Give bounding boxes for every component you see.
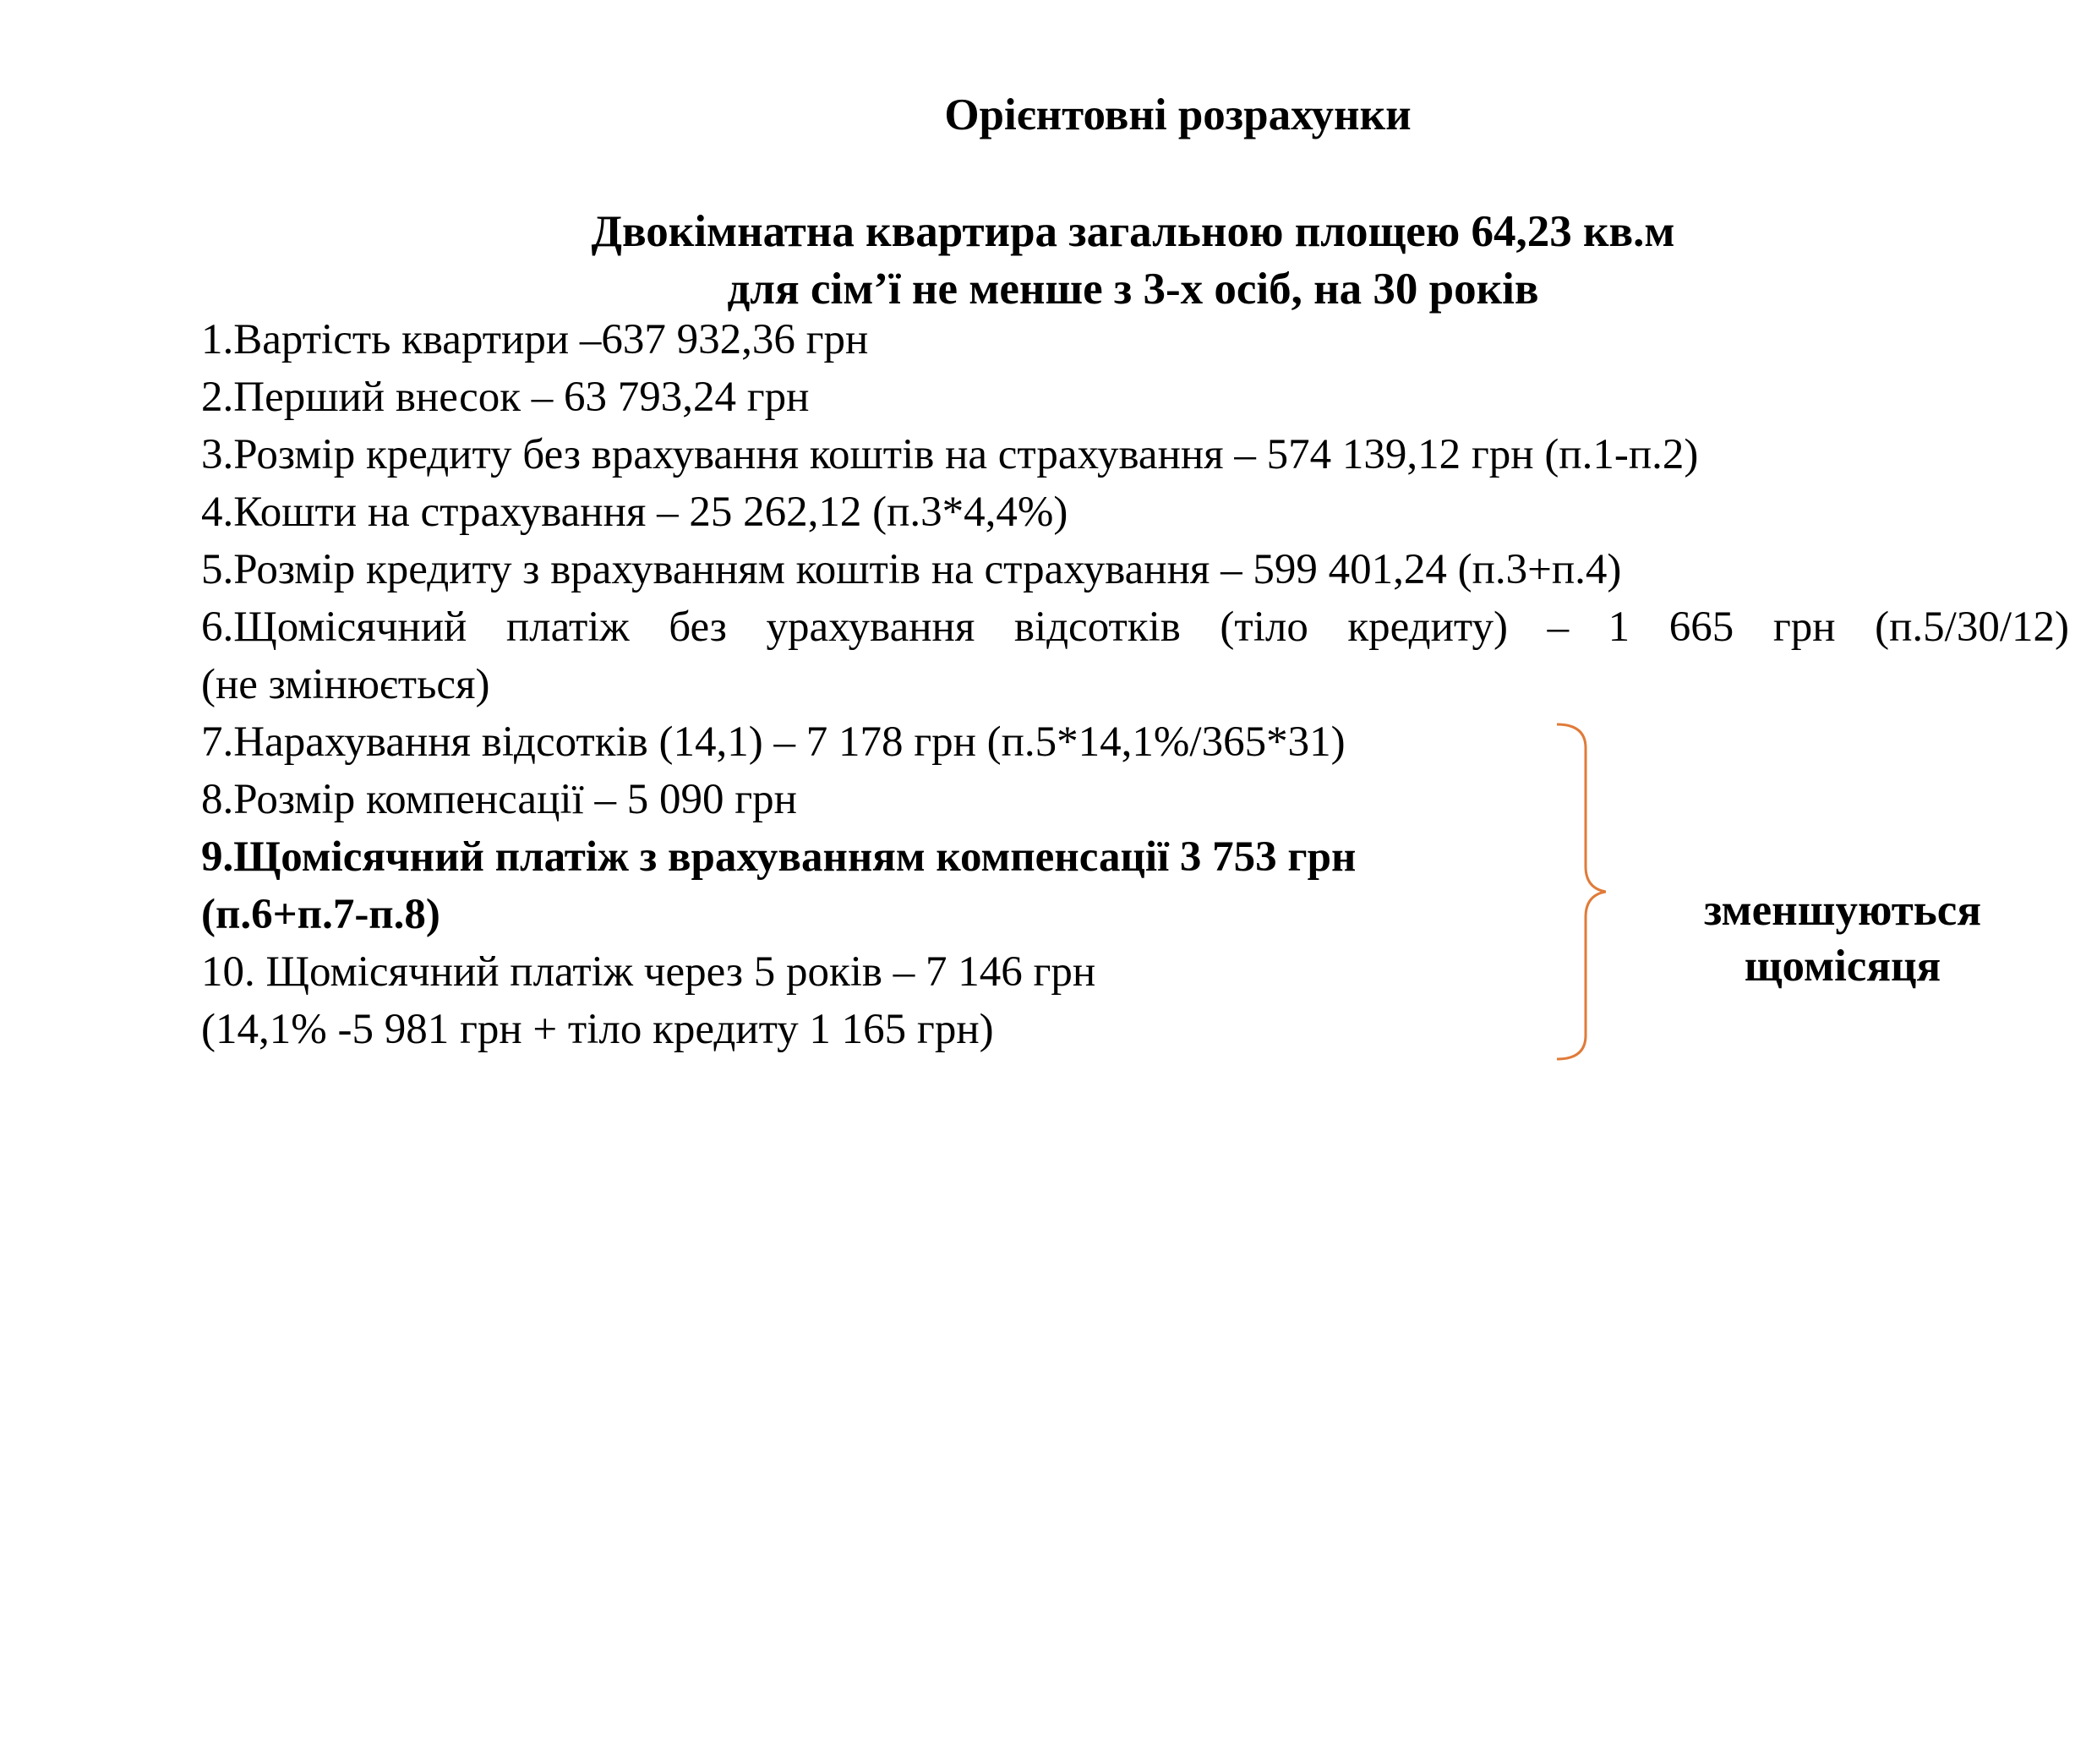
item-6-monthly-principal: 6.Щомісячний платіж без урахування відсотків (тіло кредиту) – 1 665 грн (п.5/30/12) xyxy=(201,603,2069,651)
item-6-note: (не змінюється) xyxy=(201,661,490,708)
side-note-line-1: зменшуються xyxy=(1703,886,1981,935)
document-title xyxy=(0,86,2097,144)
item-9-formula: (п.6+п.7-п.8) xyxy=(201,891,440,938)
item-8-compensation: 8.Розмір компенсації – 5 090 грн xyxy=(201,776,797,823)
item-9-monthly-payment-with-compensation: 9.Щомісячний платіж з врахуванням компенсації 3 753 грн xyxy=(201,833,1357,881)
item-10-breakdown: (14,1% -5 981 грн + тіло кредиту 1 165 грн) xyxy=(201,1006,994,1053)
side-note-line-2: щомісяця xyxy=(1744,942,1941,991)
item-5-loan-with-insurance: 5.Розмір кредиту з врахуванням коштів на страхування – 599 401,24 (п.3+п.4) xyxy=(201,546,1622,593)
subtitle-line-2-text: для сім’ї не менше з 3-х осіб, на 30 років xyxy=(727,265,1539,314)
right-curly-brace xyxy=(1555,723,1606,1061)
document-title-text: Орієнтовні розрахунки xyxy=(944,90,1412,139)
subtitle-line-1 xyxy=(0,203,2097,260)
item-3-loan-without-insurance: 3.Розмір кредиту без врахування коштів на страхування – 574 139,12 грн (п.1-п.2) xyxy=(201,431,1699,478)
item-10-payment-after-5-years: 10. Щомісячний платіж через 5 років – 7 146 грн xyxy=(201,948,1096,996)
side-note xyxy=(1657,882,2029,994)
item-7-interest-accrual: 7.Нарахування відсотків (14,1) – 7 178 грн (п.5*14,1%/365*31) xyxy=(201,718,1346,766)
item-2-down-payment: 2.Перший внесок – 63 793,24 грн xyxy=(201,374,810,421)
item-1-apartment-cost: 1.Вартість квартири –637 932,36 грн xyxy=(201,316,869,363)
subtitle-line-1-text: Двокімнатна квартира загальною площею 64,23 кв.м xyxy=(591,207,1675,256)
item-4-insurance-funds: 4.Кошти на страхування – 25 262,12 (п.3*4,4%) xyxy=(201,489,1068,536)
subtitle-line-2 xyxy=(0,260,2097,318)
